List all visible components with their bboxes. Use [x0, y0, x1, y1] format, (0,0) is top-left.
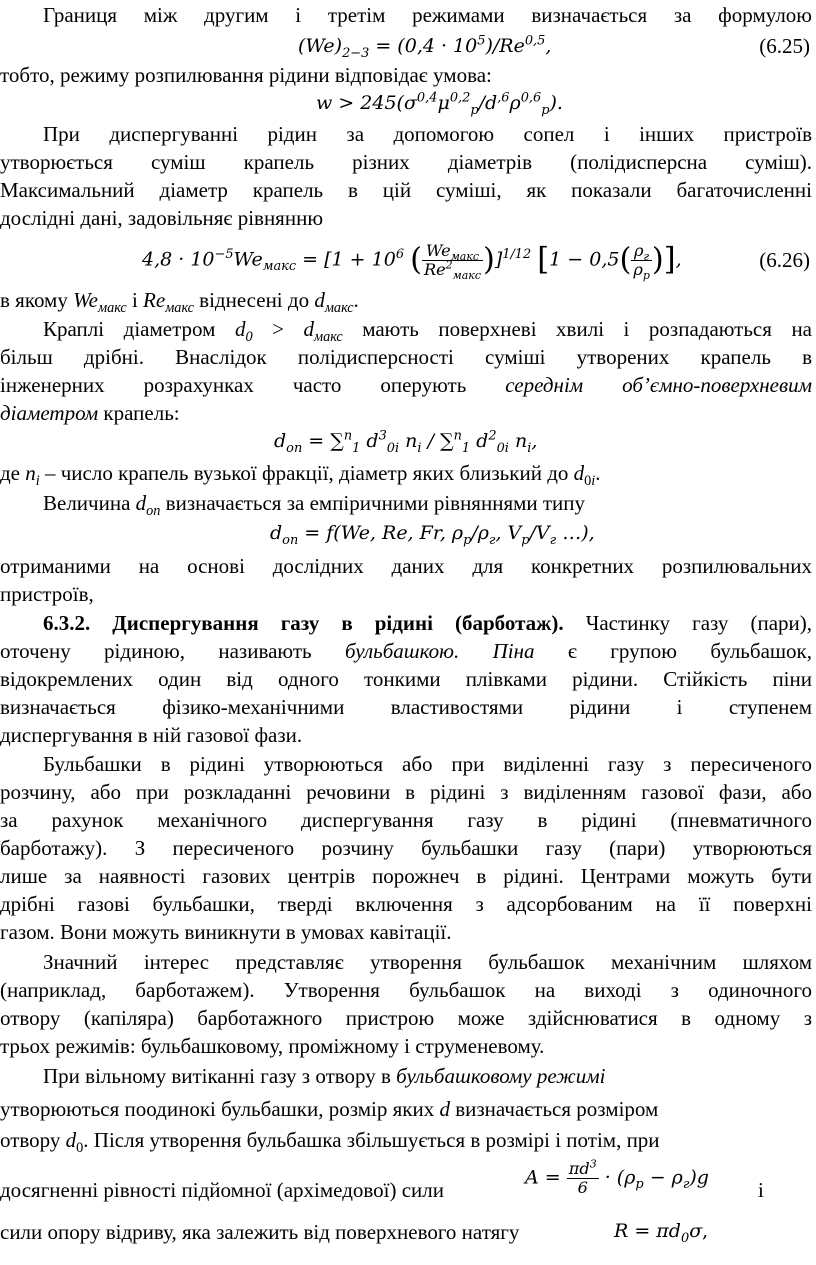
symbol: We [73, 288, 98, 312]
eq-part: , [675, 248, 682, 271]
eq-sup: 0,6 [520, 90, 542, 106]
eq-sub: оп [286, 440, 303, 456]
eq-sub: р [521, 532, 530, 548]
text-line [0, 1005, 812, 1033]
eq-part: ρ [634, 241, 644, 260]
text-line [0, 807, 812, 835]
eq-numerator [567, 1157, 599, 1179]
equation-6-26 [142, 241, 682, 282]
eq-sub: i [395, 440, 400, 456]
text: отриманими на основі дослідних даних для конкретних розпилювальних [0, 554, 812, 578]
eq-sub: г [682, 1177, 690, 1193]
text: мають поверхневі хвилі і розпадаються на [342, 317, 812, 341]
symbol-sub: макс [98, 300, 127, 317]
eq-sup: ,6 [497, 90, 510, 106]
eq-part: We [425, 241, 451, 260]
text-line [0, 287, 812, 315]
text-line [0, 1063, 812, 1091]
text: відокремлених один від одного тонкими плівками рідини. Стійкість піни [0, 667, 812, 691]
text: Границя між другим і третім режимами визначається за формулою [43, 3, 812, 27]
eq-part: / ∑ [421, 430, 454, 452]
symbol-sub: макс [313, 329, 343, 346]
eq-part: , V [495, 522, 522, 544]
eq-part: d [360, 430, 379, 452]
text: Максимальний діаметр крапель в цій суміші, як показали багаточисленні [0, 178, 812, 202]
text: Частинку газу (пари), [563, 611, 812, 635]
eq-part: πd [568, 1159, 590, 1178]
eq-part: …), [556, 522, 595, 544]
eq-sub: г [488, 532, 496, 548]
text-line [0, 919, 812, 947]
symbol-sub: i [35, 473, 40, 490]
eq-sub: макс [452, 268, 481, 282]
equation-6-25 [298, 33, 551, 61]
symbol: d [234, 317, 246, 341]
eq-part: = [1 + 10 [296, 248, 396, 271]
text-line [0, 490, 812, 518]
symbol-sub: 0 [76, 1140, 84, 1157]
eq-part: − ρ [643, 1166, 683, 1189]
equation-archimedes [525, 1157, 709, 1197]
eq-sub: оп [282, 532, 299, 548]
symbol-sub: оп [146, 503, 161, 520]
eq-part: 4,8 · 10 [142, 248, 215, 271]
text: . [353, 288, 359, 312]
text: за рахунок механічного диспергування газу в рідині (пневматичного [0, 808, 812, 832]
text-line [0, 2, 812, 30]
symbol: Re [143, 288, 166, 312]
eq-denominator [422, 258, 483, 282]
eq-part: ρ [509, 92, 521, 114]
text-line [0, 553, 812, 581]
equation-surface-tension [614, 1218, 708, 1246]
eq-sub: 0 [496, 440, 505, 456]
eq-part: 1 − 0,5 [549, 248, 620, 271]
text: визначається розміром [449, 1097, 659, 1121]
eq-sup: 2 [488, 428, 497, 444]
equation-mean-diameter [274, 428, 537, 456]
text-line [0, 638, 812, 666]
equation-number: (6.26) [759, 248, 810, 272]
eq-part: ] [494, 248, 503, 271]
eq-sub: г [643, 250, 650, 264]
text-line [0, 863, 812, 891]
eq-part: d [470, 430, 489, 452]
eq-part: = f(We, Re, Fr, ρ [298, 522, 464, 544]
text-line [0, 977, 812, 1005]
text-line [0, 722, 812, 750]
eq-part: /ρ [471, 522, 489, 544]
text: Бульбашки в рідині утворюються або при виділенні газу з пересиченого [43, 752, 812, 776]
text: – число крапель вузької фракції, діаметр яких близький до [39, 461, 574, 485]
symbol: d [303, 317, 314, 341]
text: оточену рідиною, називають [0, 639, 345, 663]
text: При диспергуванні рідин за допомогою сопел і інших пристроїв [43, 122, 812, 146]
text: розчину, або при розкладанні речовини в рідині з виділенням газової фази, або [0, 780, 812, 804]
eq-sub: макс [262, 259, 297, 275]
text: отвору [0, 1128, 66, 1152]
text: в якому [0, 288, 74, 312]
text: . [595, 461, 601, 485]
text: віднесені до [193, 288, 315, 312]
term: бульбашкою. [344, 639, 460, 663]
eq-sub: макс [450, 250, 480, 264]
eq-part: /d [478, 92, 498, 114]
eq-denominator [631, 259, 652, 282]
text: отвору (капіляра) барботажного пристрою може здійснюватися в одному з [0, 1006, 812, 1030]
eq-part: We [233, 248, 263, 271]
symbol-sub: i [591, 473, 596, 490]
term: Піна [492, 639, 535, 663]
text-line [758, 1177, 764, 1205]
text-line [0, 400, 812, 428]
eq-part: n [399, 430, 418, 452]
eq-sub: p [642, 268, 650, 282]
text-line [0, 779, 812, 807]
eq-sub: i [527, 440, 532, 456]
eq-part: μ [437, 92, 450, 114]
eq-part: ). [549, 92, 563, 114]
symbol-sub: 0 [245, 329, 253, 346]
text: і [758, 1178, 764, 1202]
eq-sub: p [541, 102, 550, 118]
eq-sup: 5 [477, 33, 486, 49]
text: визначається за емпіричними рівняннями типу [160, 491, 586, 515]
text-line [0, 751, 812, 779]
eq-fraction [422, 241, 483, 282]
eq-bracket: [ [537, 242, 550, 278]
text: трьох режимів: бульбашковому, проміжному і струменевому. [0, 1034, 545, 1058]
eq-sub: i [504, 440, 509, 456]
eq-sub: p [470, 102, 479, 118]
eq-sup: n [343, 428, 353, 444]
term: діаметром [0, 401, 99, 425]
eq-part: )/Re [485, 35, 525, 57]
eq-numerator [631, 241, 652, 264]
text-line [0, 372, 812, 400]
text: дрібні газові бульбашки, тверді включення з адсорбованим на її поверхні [0, 892, 812, 916]
eq-part: /V [529, 522, 550, 544]
eq-sup: 1/12 [502, 246, 532, 262]
eq-part: ρ [633, 259, 643, 279]
text: сили опору відриву, яка залежить від поверхневого натягу [0, 1220, 520, 1244]
symbol-sub: 0 [584, 473, 592, 490]
text: інженерних розрахунках часто оперують [0, 373, 506, 397]
eq-paren: ) [651, 242, 664, 278]
eq-part: σ [689, 1220, 703, 1242]
eq-part: w > 245(σ [316, 92, 417, 114]
eq-paren: ( [410, 242, 422, 278]
text: (наприклад, барботажем). Утворення бульбашок на виході з одиночного [0, 978, 812, 1002]
text-line [0, 1033, 812, 1061]
text-line [0, 694, 812, 722]
equation-condition [316, 90, 563, 118]
section-heading: 6.3.2. Диспергування газу в рідині (барботаж). [43, 611, 564, 635]
symbol: d [573, 461, 585, 485]
text: Значний інтерес представляє утворення бульбашок механічним шляхом [43, 950, 812, 974]
term: середнім об’ємно-поверхневим [505, 373, 812, 397]
eq-sup: 2 [445, 258, 453, 272]
text: є групою бульбашок, [534, 639, 813, 663]
symbol: d [65, 1128, 77, 1152]
eq-sub: 1 [352, 440, 361, 456]
eq-part: A = [525, 1166, 561, 1189]
eq-sup: −5 [214, 246, 234, 262]
eq-sup: 0,2 [449, 90, 471, 106]
eq-sup: 3 [378, 428, 387, 444]
eq-sup: 3 [589, 1157, 597, 1171]
symbol-sub: макс [324, 300, 354, 317]
text-line [0, 316, 812, 344]
eq-sup: 0,5 [524, 33, 546, 49]
text-line [0, 177, 812, 205]
text-line [0, 581, 812, 609]
text-line [0, 149, 812, 177]
eq-part: · (ρ [604, 1166, 636, 1189]
text-line [0, 949, 812, 977]
eq-denominator: 6 [577, 1177, 588, 1197]
text: утворюються поодинокі бульбашки, розмір яких [0, 1097, 440, 1121]
symbol: d [314, 288, 325, 312]
text-line [0, 835, 812, 863]
text: крапель: [98, 401, 180, 425]
text: газом. Вони можуть виникнути в умовах кавітації. [0, 920, 452, 944]
text: утворюється суміш крапель різних діаметрів (полідисперсна суміш). [0, 150, 812, 174]
text: дослідні дані, задовільняє рівнянню [0, 206, 324, 230]
symbol: n [25, 461, 36, 485]
text: > [252, 317, 304, 341]
eq-sub: 1 [461, 440, 471, 456]
text: і [126, 288, 144, 312]
text-line [0, 666, 812, 694]
eq-sub: 0 [680, 1230, 690, 1246]
eq-fraction [631, 241, 652, 282]
text-line [0, 344, 812, 372]
eq-sub: i [417, 440, 422, 456]
text: тобто, режиму розпилювання рідини відповідає умова: [0, 63, 492, 87]
eq-part: d [274, 430, 287, 452]
eq-paren: ) [482, 242, 495, 278]
text-line [0, 62, 812, 90]
text: диспергування в ній газової фази. [0, 723, 303, 747]
eq-sub: р [463, 532, 472, 548]
symbol: d [439, 1097, 450, 1121]
eq-part: , [531, 430, 538, 452]
eq-part: n [508, 430, 528, 452]
eq-sub: р [635, 1177, 644, 1193]
eq-part: )g [689, 1166, 709, 1189]
text: визначається фізико-механічними властивостями рідини і ступенем [0, 695, 812, 719]
text: При вільному витіканні газу з отвору в [43, 1064, 397, 1088]
text-line [0, 460, 812, 488]
eq-fraction [567, 1157, 599, 1197]
text: досягненні рівності підйомної (архімедової) сили [0, 1178, 445, 1202]
text: лише за наявності газових центрів порожнеч в рідині. Центрами можуть бути [0, 864, 812, 888]
eq-sub: 2−3 [342, 45, 370, 61]
equation-empirical [270, 520, 595, 548]
eq-sub: 0 [386, 440, 395, 456]
eq-sub: г [549, 532, 557, 548]
text: пристроїв, [0, 582, 94, 606]
eq-part: R = πd [614, 1220, 681, 1242]
symbol: d [135, 491, 147, 515]
text: Величина [43, 491, 136, 515]
eq-sup: 0,4 [416, 90, 438, 106]
text-line [0, 205, 812, 233]
eq-part: = ∑ [302, 430, 344, 452]
eq-part: = (0,4 · 10 [369, 35, 478, 57]
eq-bracket: ] [663, 242, 676, 278]
eq-part: , [702, 1220, 709, 1242]
text [459, 639, 492, 663]
section-heading-line [0, 610, 812, 638]
text: Краплі діаметром [43, 317, 235, 341]
text-line [0, 1096, 812, 1124]
text-line [0, 891, 812, 919]
text-line [0, 1127, 812, 1155]
text-line [0, 121, 812, 149]
eq-sup: 6 [395, 246, 405, 262]
eq-part: Re [423, 259, 446, 279]
eq-paren: ( [619, 242, 632, 278]
text: де [0, 461, 26, 485]
term: бульбашковому режимі [396, 1064, 606, 1088]
equation-number: (6.25) [759, 34, 810, 58]
text: . Після утворення бульбашка збільшується в розмірі і потім, при [83, 1128, 660, 1152]
eq-part: , [545, 35, 552, 57]
eq-part: d [270, 522, 283, 544]
eq-sup: n [453, 428, 462, 444]
text: більш дрібні. Внаслідок полідисперсності суміші утворених крапель в [0, 345, 812, 369]
text: барботажу). З пересиченого розчину бульбашки газу (пари) утворюються [0, 836, 812, 860]
eq-part: (We) [298, 35, 343, 57]
symbol-sub: макс [165, 300, 194, 317]
